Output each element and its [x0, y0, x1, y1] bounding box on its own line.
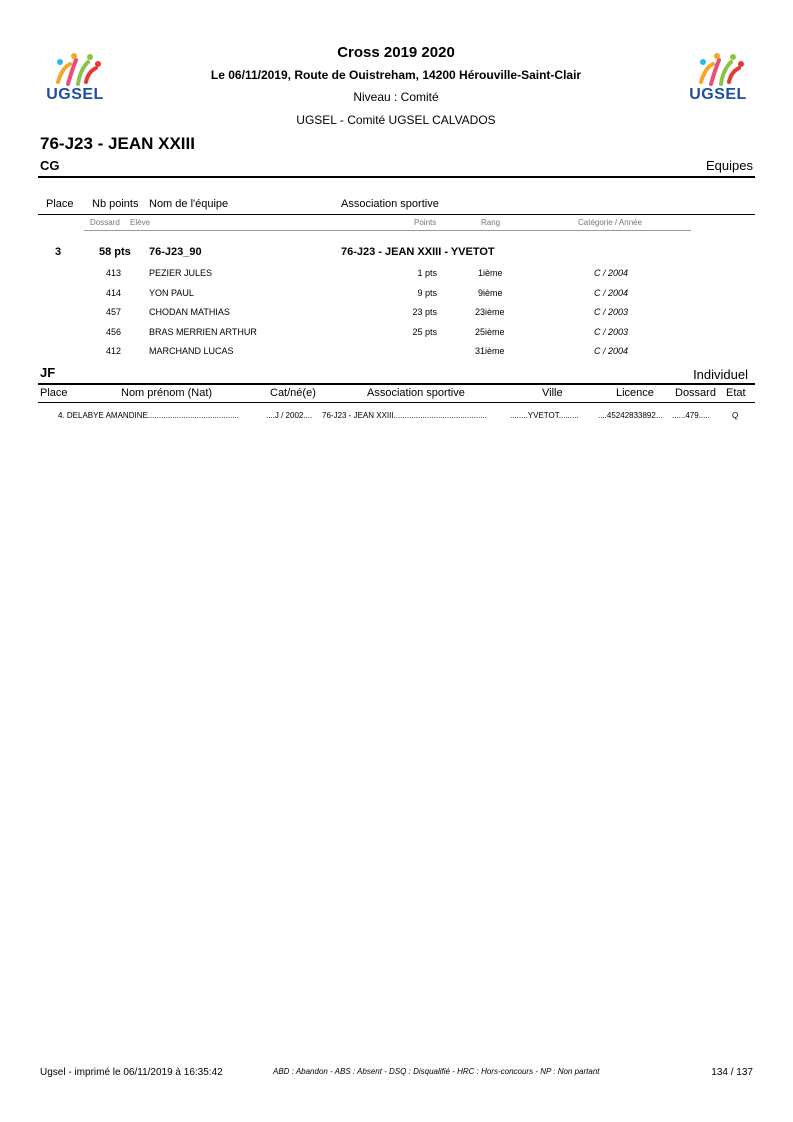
logo-figures-icon: [40, 52, 110, 86]
event-organizer: UGSEL - Comité UGSEL CALVADOS: [296, 113, 496, 127]
ind-licence: ....45242833892...: [598, 411, 663, 420]
ugsel-logo-left: [40, 52, 110, 112]
header-team-name: Nom de l'équipe: [149, 198, 229, 210]
event-location: Le 06/11/2019, Route de Ouistreham, 14200 Hérouville-Saint-Clair: [210, 68, 582, 82]
header-points: Nb points: [92, 198, 139, 210]
logo-text: UGSEL: [46, 86, 104, 103]
footer-page: 134 / 137: [711, 1067, 753, 1078]
ind-association: 76-J23 - JEAN XXIII..........................................: [322, 411, 487, 420]
section-divider: [38, 176, 755, 178]
subheader-category: Catégorie / Année: [578, 218, 643, 227]
member-bib: 414: [106, 288, 122, 298]
member-bib: 412: [106, 346, 122, 356]
footer-printed: Ugsel - imprimé le 06/11/2019 à 16:35:42: [40, 1067, 223, 1078]
ind-header-association: Association sportive: [367, 387, 465, 399]
section-divider: [38, 383, 755, 385]
header-rule: [38, 214, 755, 215]
member-category: C / 2003: [594, 327, 629, 337]
header-association: Association sportive: [341, 198, 439, 210]
member-category: C / 2004: [594, 346, 629, 356]
ind-city: ........YVETOT.........: [510, 411, 579, 420]
ind-place-name: 4. DELABYE AMANDINE.........................................: [58, 411, 239, 420]
subheader-rank: Rang: [481, 218, 501, 227]
team-section-kind: Equipes: [706, 158, 753, 173]
individual-category: JF: [40, 365, 56, 380]
member-name: CHODAN MATHIAS: [149, 307, 230, 317]
team-name: 76-J23_90: [149, 246, 202, 258]
member-rank: 1ième: [478, 268, 503, 278]
event-title: Cross 2019 2020: [337, 44, 455, 61]
member-rank: 25ième: [475, 327, 505, 337]
member-category: C / 2003: [594, 307, 629, 317]
team-points: 58 pts: [99, 246, 131, 258]
member-points: 9 pts: [417, 288, 437, 298]
member-points: 25 pts: [412, 327, 437, 337]
header-place: Place: [46, 198, 74, 210]
event-level: Niveau : Comité: [353, 90, 439, 104]
ind-header-city: Ville: [542, 387, 563, 399]
member-category: C / 2004: [594, 268, 629, 278]
member-rank: 23ième: [475, 307, 505, 317]
team-category: CG: [40, 158, 60, 173]
school-title: 76-J23 - JEAN XXIII: [40, 134, 195, 153]
logo-text: UGSEL: [689, 86, 747, 103]
member-rank: 31ième: [475, 346, 505, 356]
ind-status: Q: [732, 411, 739, 420]
member-bib: 456: [106, 327, 122, 337]
ind-bib: ......479.....: [672, 411, 710, 420]
member-bib: 413: [106, 268, 122, 278]
ind-header-rule: [38, 402, 755, 403]
footer-legend: ABD : Abandon - ABS : Absent - DSQ : Disqualifié - HRC : Hors-concours - NP : Non partant: [273, 1067, 600, 1076]
team-association: 76-J23 - JEAN XXIII - YVETOT: [341, 246, 495, 258]
subheader-points: Points: [414, 218, 437, 227]
member-rank: 9ième: [478, 288, 503, 298]
ind-header-bib: Dossard: [675, 387, 716, 399]
subheader-bib: Dossard: [90, 218, 120, 227]
ind-header-cat: Cat/né(e): [270, 387, 316, 399]
subheader-rule: [84, 230, 691, 231]
individual-section-kind: Individuel: [693, 367, 748, 382]
ugsel-logo-right: [683, 52, 753, 112]
member-points: 1 pts: [417, 268, 437, 278]
ind-header-licence: Licence: [616, 387, 654, 399]
ind-header-name: Nom prénom (Nat): [121, 387, 213, 399]
member-category: C / 2004: [594, 288, 629, 298]
member-bib: 457: [106, 307, 122, 317]
member-name: BRAS MERRIEN ARTHUR: [149, 327, 257, 337]
member-name: YON PAUL: [149, 288, 194, 298]
ind-cat: ....J / 2002....: [266, 411, 313, 420]
logo-figures-icon: [683, 52, 753, 86]
subheader-student: Elève: [130, 218, 151, 227]
ind-header-status: Etat: [726, 387, 746, 399]
team-place: 3: [55, 246, 62, 258]
member-points: 23 pts: [412, 307, 437, 317]
member-name: MARCHAND LUCAS: [149, 346, 234, 356]
member-name: PEZIER JULES: [149, 268, 213, 278]
ind-header-place: Place: [40, 387, 68, 399]
